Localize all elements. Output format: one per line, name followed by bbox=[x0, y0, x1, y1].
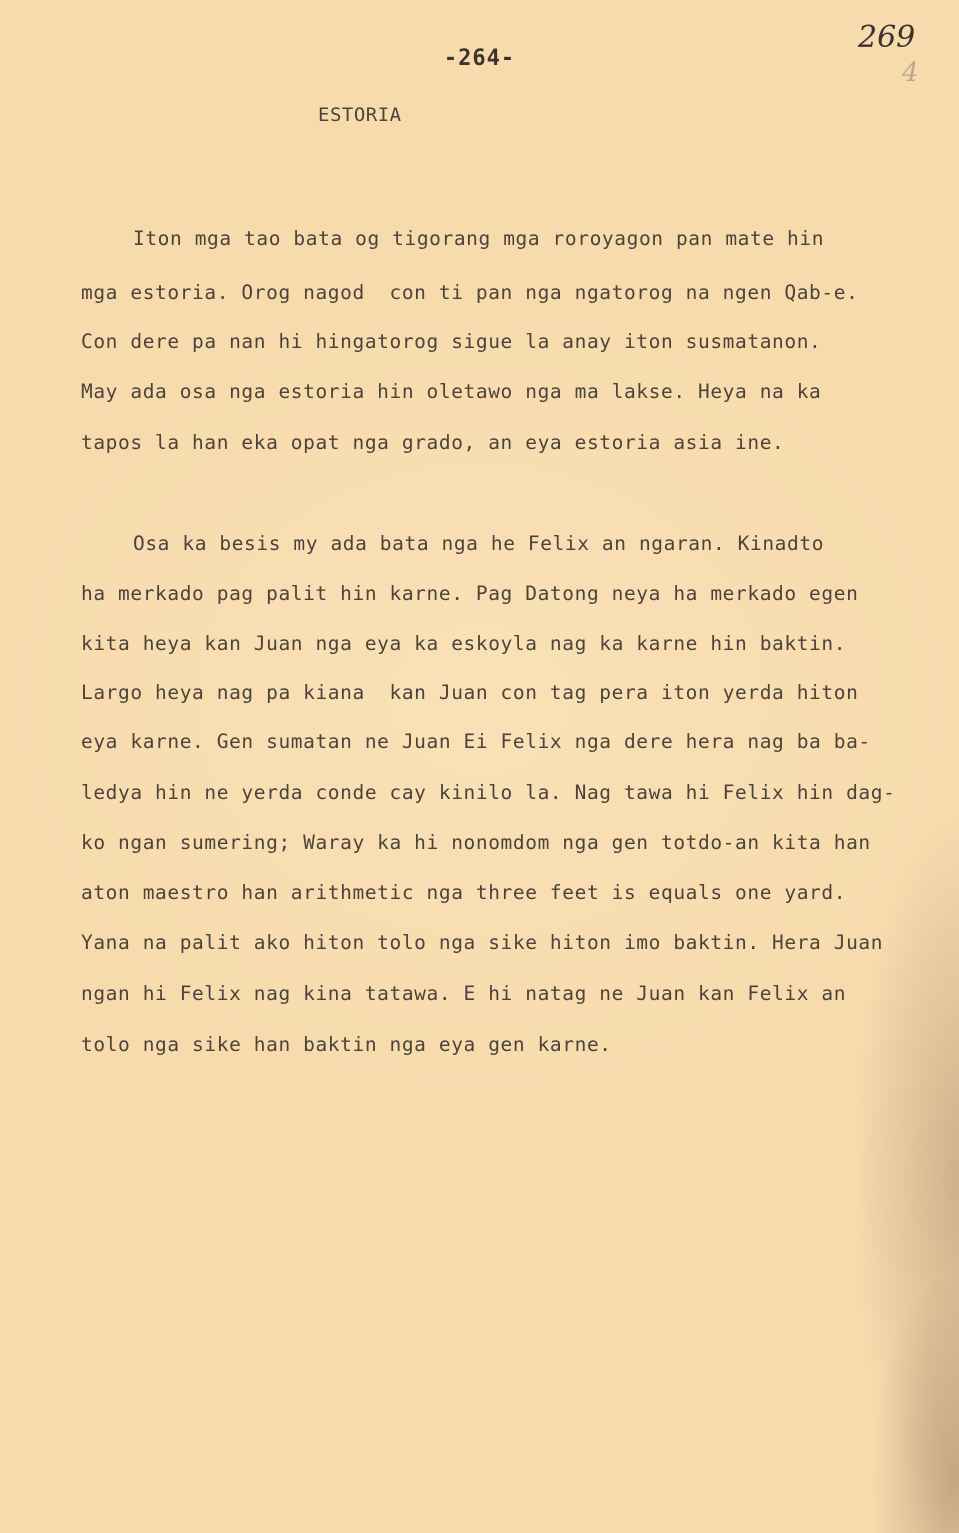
archive-number: 269 bbox=[858, 20, 916, 55]
paragraph-line: aton maestro han arithmetic nga three feet is equals one yard. bbox=[81, 881, 847, 904]
paragraph-line: May ada osa nga estoria hin oletawo nga ma lakse. Heya na ka bbox=[81, 380, 822, 403]
paragraph-line: ledya hin ne yerda conde cay kinilo la. Nag tawa hi Felix hin dag- bbox=[81, 781, 896, 804]
archive-sub-number: 4 bbox=[902, 58, 919, 88]
paragraph-line: Con dere pa nan hi hingatorog sigue la anay iton susmatanon. bbox=[81, 330, 822, 353]
story-title: ESTORIA bbox=[318, 104, 402, 126]
paragraph-line: Yana na palit ako hiton tolo nga sike hiton imo baktin. Hera Juan bbox=[81, 931, 884, 954]
paragraph-line: mga estoria. Orog nagod con ti pan nga ngatorog na ngen Qab-e. bbox=[81, 281, 859, 304]
paragraph-line: tolo nga sike han baktin nga eya gen karne. bbox=[81, 1033, 612, 1056]
paragraph-line: tapos la han eka opat nga grado, an eya estoria asia ine. bbox=[81, 431, 785, 454]
paragraph-line: Iton mga tao bata og tigorang mga roroyagon pan mate hin bbox=[133, 227, 825, 250]
paragraph-line: Largo heya nag pa kiana kan Juan con tag pera iton yerda hiton bbox=[81, 681, 859, 704]
paragraph-line: ko ngan sumering; Waray ka hi nonomdom nga gen totdo-an kita han bbox=[81, 831, 871, 854]
paragraph-line: eya karne. Gen sumatan ne Juan Ei Felix nga dere hera nag ba ba- bbox=[81, 730, 871, 753]
paragraph-line: ha merkado pag palit hin karne. Pag Datong neya ha merkado egen bbox=[81, 582, 859, 605]
paragraph-line: Osa ka besis my ada bata nga he Felix an ngaran. Kinadto bbox=[133, 532, 825, 555]
page-number: -264- bbox=[443, 46, 516, 71]
paragraph-line: ngan hi Felix nag kina tatawa. E hi natag ne Juan kan Felix an bbox=[81, 982, 847, 1005]
paragraph-line: kita heya kan Juan nga eya ka eskoyla nag ka karne hin baktin. bbox=[81, 632, 847, 655]
